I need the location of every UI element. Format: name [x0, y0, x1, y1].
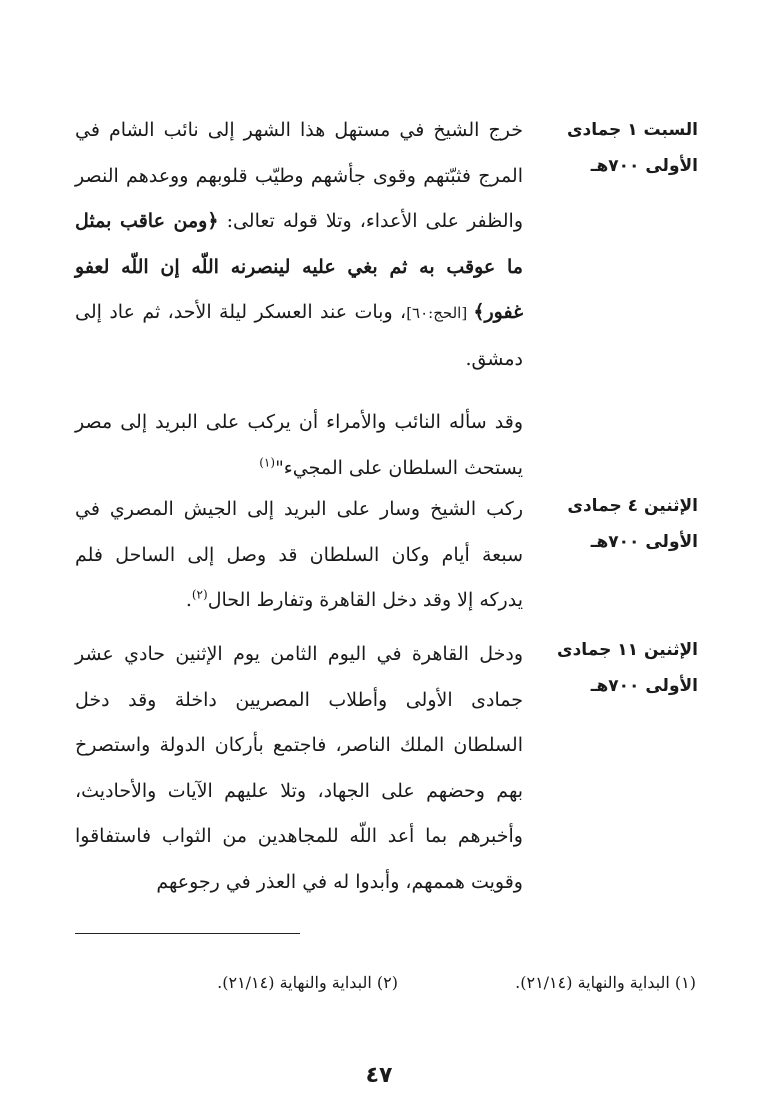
entry-date: السبت ١ جمادى الأولى ٧٠٠هـ [566, 120, 698, 176]
footnote-divider [75, 933, 300, 934]
verse-citation: [الحج:٦٠] [406, 304, 474, 322]
footnote: (٢) البداية والنهاية (٢١/١٤). [217, 973, 398, 992]
entry-paragraph [75, 632, 523, 905]
footnote-reference[interactable]: (٢) [191, 587, 208, 602]
paragraph-text: ودخل القاهرة في اليوم الثامن يوم الإثنين حادي عشر جمادى الأولى وأطلاب المصريين داخلة وقد دخل السلطان الملك الناصر، فاجتمع بأركان الدولة واستصرخ بهم وحضهم على الجهاد، وتلا عليهم الآيات والأحاديث، وأخبرهم بما أعد اللّه للمجاهدين من الثواب فاستفاقوا وقويت هممهم، وأبدوا له في العذر في رجوعهم [75, 643, 523, 893]
entry-date: الإثنين ١١ جمادى الأولى ٧٠٠هـ [557, 640, 698, 696]
footnote-reference[interactable]: (١) [259, 455, 276, 470]
paragraph-text: ركب الشيخ وسار على البريد إلى الجيش المصري في سبعة أيام وكان السلطان قد وصل إلى الساحل فلم يدركه إلا وقد دخل القاهرة وتفارط الحال [75, 498, 523, 611]
paragraph-text: خرج الشيخ في مستهل هذا الشهر إلى نائب الشام في المرج فثبّتهم وقوى جأشهم وطيّب قلوبهم ووعدهم النصر والظفر على الأعداء، وتلا قوله تعالى: [75, 119, 523, 232]
paragraph-text: وقد سأله النائب والأمراء أن يركب على البريد إلى مصر يستحث السلطان على المجيء" [75, 411, 523, 479]
entry-paragraph [75, 108, 523, 382]
entry-text [75, 108, 523, 509]
entry-text [75, 487, 523, 642]
paragraph-text: . [185, 589, 192, 611]
page-number: ٤٧ [365, 1063, 393, 1088]
entry-text [75, 632, 523, 923]
entry-paragraph [75, 400, 523, 491]
entry-paragraph [75, 487, 523, 624]
entry-date: الإثنين ٤ جمادى الأولى ٧٠٠هـ [567, 496, 698, 552]
footnote: (١) البداية والنهاية (٢١/١٤). [515, 973, 696, 992]
quran-quote: ﴿ومن عاقب بمثل ما عوقب به ثم بغي عليه لينصرنه اللّه إن اللّه لعفو غفور﴾ [75, 210, 523, 323]
paragraph-text: ، وبات عند العسكر ليلة الأحد، ثم عاد إلى دمشق. [75, 301, 523, 370]
